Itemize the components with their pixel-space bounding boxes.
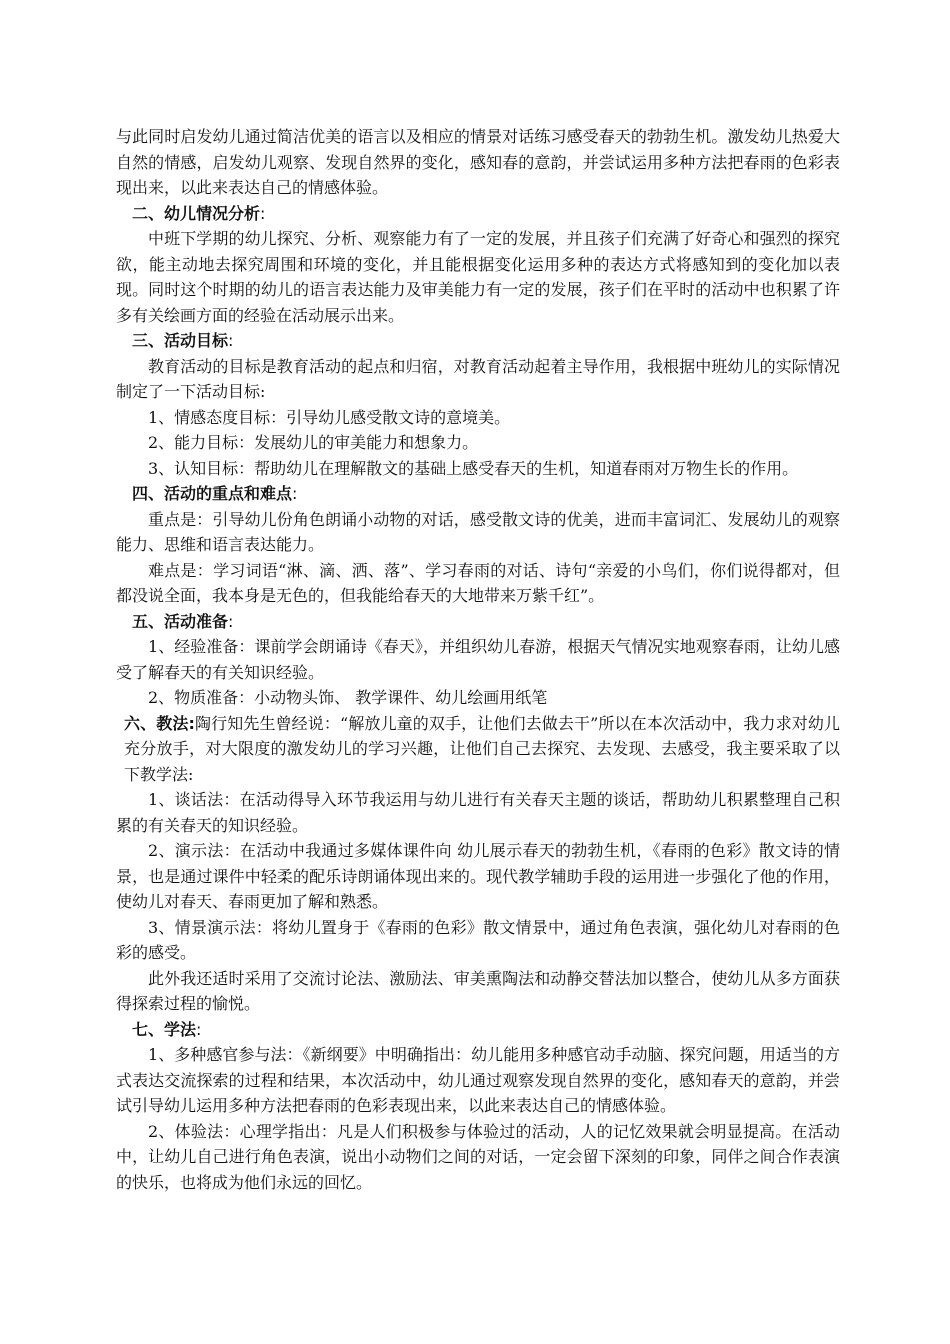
- section-title: 二、幼儿情况分析: [132, 203, 261, 223]
- heading-colon: :: [292, 484, 298, 503]
- list-item: 2、演示法：在活动中我通过多媒体课件向 幼儿展示春天的勃勃生机，《春雨的色彩》散文诗的情景，也是通过课件中轻柔的配乐诗朗诵体现出来的。现代教学辅助手段的运用进一步强化了他的作用，使幼儿对春天、春雨更加了解和熟悉。: [116, 841, 840, 911]
- list-item: 1、谈话法：在活动得导入环节我运用与幼儿进行有关春天主题的谈话，帮助幼儿积累整理自己积累的有关春天的知识经验。: [116, 790, 840, 835]
- list-item: 3、情景演示法：将幼儿置身于《春雨的色彩》散文情景中，通过角色表演，强化幼儿对春雨的色彩的感受。: [116, 917, 840, 962]
- list-item: 2、能力目标：发展幼儿的审美能力和想象力。: [148, 433, 479, 452]
- paragraph: 难点是：学习词语“淋、滴、洒、落”、学习春雨的对话、诗句“亲爱的小鸟们，你们说得都对，但都没说全面，我本身是无色的，但我能给春天的大地带来万紫千红”。: [116, 560, 840, 605]
- section-heading-5: [116, 609, 840, 635]
- heading-colon: :: [228, 331, 234, 350]
- heading-colon: :: [228, 611, 234, 631]
- section-paragraph-6: [116, 711, 840, 788]
- list-item: 2、物质准备：小动物头饰、 教学课件、幼儿绘画用纸笔: [148, 688, 548, 707]
- section-heading-3: [116, 328, 840, 354]
- section-title: 六、教法:: [124, 713, 195, 733]
- heading-colon: :: [260, 203, 266, 223]
- section-heading-2: [116, 201, 840, 227]
- paragraph: 教育活动的目标是教育活动的起点和归宿，对教育活动起着主导作用，我根据中班幼儿的实际情况制定了一下活动目标:: [116, 356, 840, 401]
- section-title: 三、活动目标: [132, 331, 229, 350]
- section-heading-4: [116, 481, 840, 507]
- list-item: 1、经验准备：课前学会朗诵诗《春天》，并组织幼儿春游，根据天气情况实地观察春雨，让幼儿感受了解春天的有关知识经验。: [116, 637, 840, 682]
- heading-colon: :: [196, 1019, 202, 1039]
- section-title: 七、学法: [132, 1019, 197, 1039]
- list-item: 2、体验法：心理学指出：凡是人们积极参与体验过的活动，人的记忆效果就会明显提高。在活动中，让幼儿自己进行角色表演，说出小动物们之间的对话，一定会留下深刻的印象，同伴之间合作表演的快乐，也将成为他们永远的回忆。: [116, 1121, 840, 1192]
- document-page: [116, 124, 840, 1195]
- paragraph: 中班下学期的幼儿探究、分析、观察能力有了一定的发展，并且孩子们充满了好奇心和强烈的探究欲，能主动地去探究周围和环境的变化，并且能根据变化运用多种的表达方式将感知到的变化加以表现。同时这个时期的幼儿的语言表达能力及审美能力有一定的发展，孩子们在平时的活动中也积累了许多有关绘画方面的经验在活动展示出来。: [116, 229, 840, 325]
- list-item: 1、多种感官参与法：《新纲要》中明确指出：幼儿能用多种感官动手动脑、探究问题，用适当的方式表达交流探索的过程和结果，本次活动中，幼儿通过观察发现自然界的变化，感知春天的意韵，并尝试引导幼儿运用多种方法把春雨的色彩表现出来，以此来表达自己的情感体验。: [116, 1045, 840, 1115]
- section-heading-7: [116, 1017, 840, 1043]
- paragraph: 重点是：引导幼儿份角色朗诵小动物的对话，感受散文诗的优美，进而丰富词汇、发展幼儿的观察能力、思维和语言表达能力。: [116, 509, 840, 554]
- paragraph: 此外我还适时采用了交流讨论法、激励法、审美熏陶法和动静交替法加以整合，使幼儿从多方面获得探索过程的愉悦。: [116, 968, 840, 1013]
- list-item: 1、情感态度目标：引导幼儿感受散文诗的意境美。: [148, 407, 511, 427]
- section-title: 五、活动准备: [132, 611, 229, 631]
- paragraph-text: 陶行知先生曾经说：“解放儿童的双手，让他们去做去干”所以在本次活动中，我力求对幼儿充分放手，对大限度的激发幼儿的学习兴趣，让他们自己去探究、去发现、去感受，我主要采取了以下教学法:: [124, 713, 840, 784]
- list-item: 3、认知目标：帮助幼儿在理解散文的基础上感受春天的生机，知道春雨对万物生长的作用。: [148, 458, 799, 478]
- section-title: 四、活动的重点和难点: [132, 484, 293, 503]
- intro-paragraph: 与此同时启发幼儿通过简洁优美的语言以及相应的情景对话练习感受春天的勃勃生机。激发幼儿热爱大自然的情感，启发幼儿观察、发现自然界的变化，感知春的意韵，并尝试运用多种方法把春雨的色彩表现出来，以此来表达自己的情感体验。: [116, 127, 840, 197]
